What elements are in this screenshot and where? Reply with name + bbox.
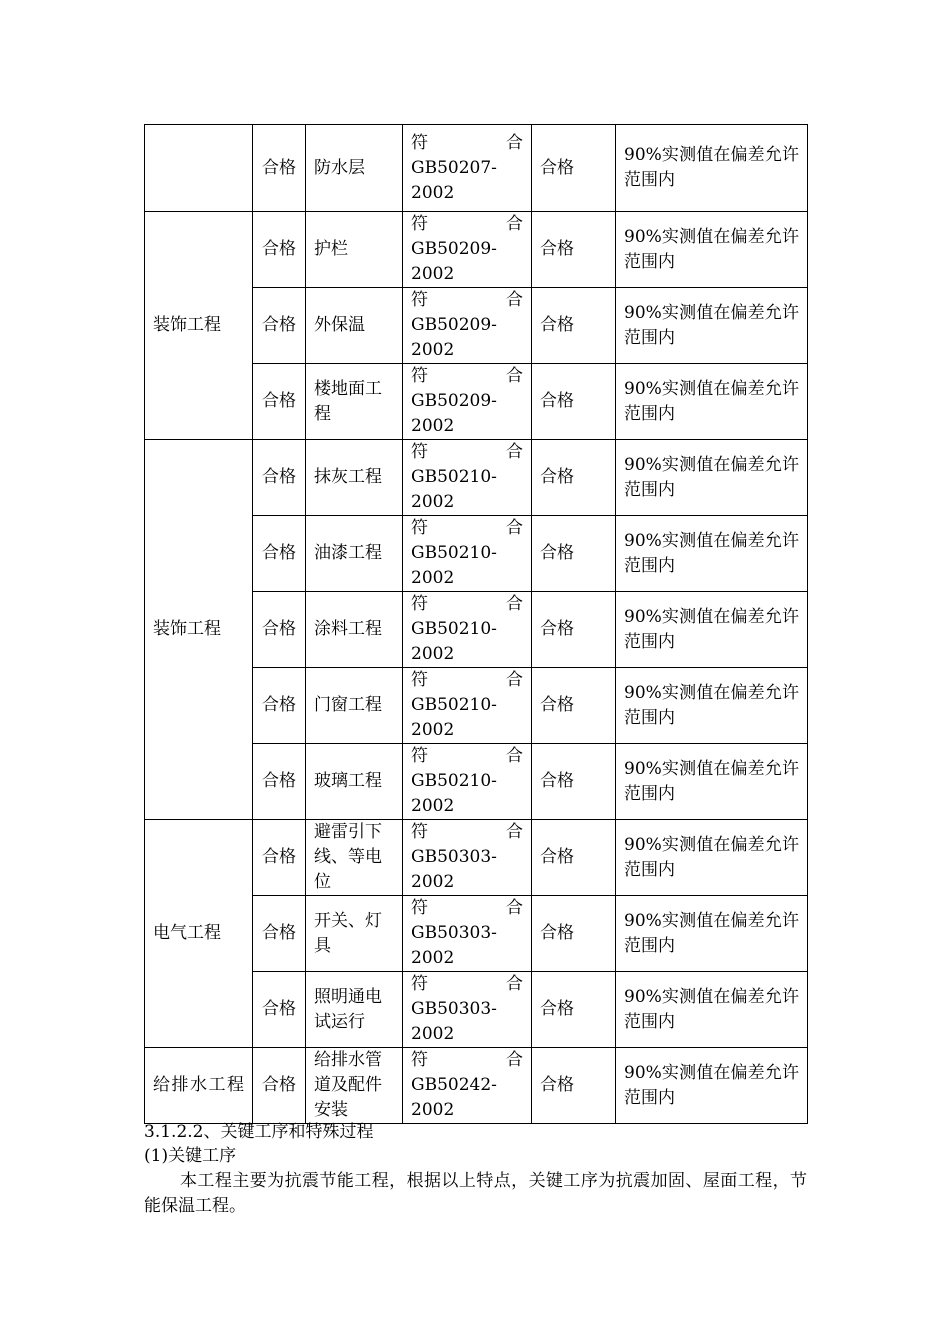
remark-label: 90%实测值在偏差允许范围内 [624,454,799,500]
item-label: 涂料工程 [314,619,382,639]
standard-fu-label: 符 [411,214,428,234]
grade-label: 合格 [540,619,574,639]
standard-cell [403,440,532,516]
result-label: 合格 [262,239,296,259]
standard-year-label: 2002 [411,264,455,284]
standard-he-label: 合 [506,822,523,842]
item-cell [306,820,403,896]
item-cell [306,896,403,972]
item-label: 油漆工程 [314,543,382,563]
standard-year-label: 2002 [411,416,455,436]
category-cell [145,820,253,1048]
standard-fu-label: 符 [411,1050,428,1070]
item-cell [306,212,403,288]
standard-fu-label: 符 [411,670,428,690]
table-row [145,212,808,288]
standard-fu-label: 符 [411,898,428,918]
item-label: 护栏 [314,239,348,259]
grade-label: 合格 [540,771,574,791]
result-cell [253,668,306,744]
grade-cell [532,516,616,592]
standard-fu-label: 符 [411,442,428,462]
standard-code-label: GB50207- [411,157,497,178]
remark-label: 90%实测值在偏差允许范围内 [624,834,799,880]
result-label: 合格 [262,543,296,563]
standard-code-label: GB50210- [411,619,497,639]
standard-year-label: 2002 [411,796,455,816]
grade-cell [532,972,616,1048]
standard-cell [403,125,532,212]
category-label: 给排水工程 [153,1075,244,1095]
remark-cell [616,364,808,440]
grade-cell [532,592,616,668]
item-cell [306,1048,403,1124]
grade-cell [532,668,616,744]
remark-cell [616,125,808,212]
standard-fu-label: 符 [411,518,428,538]
grade-cell [532,896,616,972]
category-cell [145,212,253,440]
grade-cell [532,440,616,516]
remark-cell [616,668,808,744]
standard-fu-label: 符 [411,366,428,386]
grade-cell [532,820,616,896]
result-cell [253,516,306,592]
standard-he-label: 合 [506,1050,523,1070]
item-label: 开关、灯具 [314,910,382,956]
result-label: 合格 [262,467,296,487]
result-cell [253,364,306,440]
standard-fu-label: 符 [411,822,428,842]
remark-label: 90%实测值在偏差允许范围内 [624,606,799,652]
category-label: 装饰工程 [153,619,221,639]
remark-label: 90%实测值在偏差允许范围内 [624,226,799,272]
grade-cell [532,212,616,288]
category-cell [145,125,253,212]
grade-cell [532,744,616,820]
item-label: 外保温 [314,315,365,335]
result-label: 合格 [262,1075,296,1095]
standard-code-label: GB50209- [411,315,497,335]
result-cell [253,744,306,820]
standard-he-label: 合 [506,214,523,234]
grade-cell [532,364,616,440]
item-label: 楼地面工程 [314,378,382,424]
item-label: 照明通电试运行 [314,986,382,1032]
standard-he-label: 合 [506,746,523,766]
item-label: 防水层 [314,157,365,178]
remark-cell [616,972,808,1048]
grade-cell [532,125,616,212]
result-label: 合格 [262,619,296,639]
remark-cell [616,212,808,288]
result-label: 合格 [262,157,296,178]
category-label: 电气工程 [153,923,221,943]
table-row [145,440,808,516]
table-body [145,125,808,1124]
standard-cell [403,744,532,820]
result-cell [253,896,306,972]
standard-fu-label: 符 [411,132,428,153]
grade-label: 合格 [540,923,574,943]
standard-code-label: GB50242- [411,1075,497,1095]
item-cell [306,592,403,668]
standard-year-label: 2002 [411,1024,455,1044]
standard-code-label: GB50210- [411,695,497,715]
grade-label: 合格 [540,315,574,335]
item-cell [306,364,403,440]
standard-code-label: GB50303- [411,923,497,943]
standard-cell [403,364,532,440]
grade-label: 合格 [540,999,574,1019]
standard-he-label: 合 [506,290,523,310]
subheading: (1)关键工序 [144,1146,237,1166]
remark-label: 90%实测值在偏差允许范围内 [624,378,799,424]
grade-label: 合格 [540,543,574,563]
item-label: 玻璃工程 [314,771,382,791]
item-cell [306,288,403,364]
standard-cell [403,1048,532,1124]
result-cell [253,125,306,212]
result-label: 合格 [262,391,296,411]
remark-label: 90%实测值在偏差允许范围内 [624,758,799,804]
table-row [145,1048,808,1124]
standard-cell [403,972,532,1048]
section-heading: 3.1.2.2、关键工序和特殊过程 [144,1122,374,1142]
standard-year-label: 2002 [411,720,455,740]
standard-he-label: 合 [506,898,523,918]
grade-label: 合格 [540,391,574,411]
standard-code-label: GB50210- [411,771,497,791]
result-label: 合格 [262,923,296,943]
result-label: 合格 [262,695,296,715]
result-cell [253,972,306,1048]
category-cell [145,440,253,820]
grade-label: 合格 [540,695,574,715]
item-cell [306,125,403,212]
remark-label: 90%实测值在偏差允许范围内 [624,145,799,190]
item-cell [306,668,403,744]
standard-cell [403,288,532,364]
category-cell [145,1048,253,1124]
remark-label: 90%实测值在偏差允许范围内 [624,530,799,576]
body-paragraph: 本工程主要为抗震节能工程，根据以上特点，关键工序为抗震加固、屋面工程，节能保温工程。 [144,1171,807,1216]
standard-code-label: GB50303- [411,847,497,867]
result-cell [253,212,306,288]
result-label: 合格 [262,847,296,867]
standard-code-label: GB50209- [411,239,497,259]
standard-code-label: GB50209- [411,391,497,411]
standard-fu-label: 符 [411,290,428,310]
item-label: 门窗工程 [314,695,382,715]
standard-fu-label: 符 [411,746,428,766]
grade-label: 合格 [540,1075,574,1095]
standard-cell [403,592,532,668]
result-cell [253,1048,306,1124]
quality-inspection-table [144,124,808,1124]
remark-label: 90%实测值在偏差允许范围内 [624,910,799,956]
item-label: 避雷引下线、等电位 [314,822,382,892]
table-row [145,125,808,212]
result-cell [253,440,306,516]
result-label: 合格 [262,315,296,335]
remark-cell [616,1048,808,1124]
standard-code-label: GB50210- [411,543,497,563]
grade-cell [532,288,616,364]
result-cell [253,288,306,364]
standard-code-label: GB50303- [411,999,497,1019]
standard-year-label: 2002 [411,1100,455,1120]
standard-year-label: 2002 [411,182,455,203]
standard-year-label: 2002 [411,948,455,968]
standard-year-label: 2002 [411,492,455,512]
standard-he-label: 合 [506,974,523,994]
standard-year-label: 2002 [411,340,455,360]
item-label: 给排水管道及配件安装 [314,1050,382,1120]
remark-cell [616,288,808,364]
result-label: 合格 [262,999,296,1019]
remark-cell [616,744,808,820]
standard-code-label: GB50210- [411,467,497,487]
standard-cell [403,820,532,896]
category-label: 装饰工程 [153,315,221,335]
item-cell [306,744,403,820]
remark-label: 90%实测值在偏差允许范围内 [624,986,799,1032]
grade-label: 合格 [540,157,574,178]
result-cell [253,820,306,896]
standard-cell [403,516,532,592]
standard-fu-label: 符 [411,974,428,994]
standard-he-label: 合 [506,132,523,153]
grade-label: 合格 [540,239,574,259]
standard-fu-label: 符 [411,594,428,614]
standard-year-label: 2002 [411,568,455,588]
item-label: 抹灰工程 [314,467,382,487]
remark-cell [616,820,808,896]
remark-cell [616,896,808,972]
standard-he-label: 合 [506,366,523,386]
grade-label: 合格 [540,847,574,867]
item-cell [306,972,403,1048]
result-cell [253,592,306,668]
table-row [145,820,808,896]
remark-cell [616,592,808,668]
item-cell [306,440,403,516]
standard-year-label: 2002 [411,644,455,664]
standard-cell [403,896,532,972]
grade-cell [532,1048,616,1124]
remark-label: 90%实测值在偏差允许范围内 [624,302,799,348]
item-cell [306,516,403,592]
remark-cell [616,440,808,516]
standard-cell [403,668,532,744]
remark-label: 90%实测值在偏差允许范围内 [624,1062,799,1108]
standard-he-label: 合 [506,518,523,538]
grade-label: 合格 [540,467,574,487]
standard-he-label: 合 [506,670,523,690]
standard-cell [403,212,532,288]
standard-he-label: 合 [506,594,523,614]
remark-label: 90%实测值在偏差允许范围内 [624,682,799,728]
standard-he-label: 合 [506,442,523,462]
result-label: 合格 [262,771,296,791]
standard-year-label: 2002 [411,872,455,892]
remark-cell [616,516,808,592]
